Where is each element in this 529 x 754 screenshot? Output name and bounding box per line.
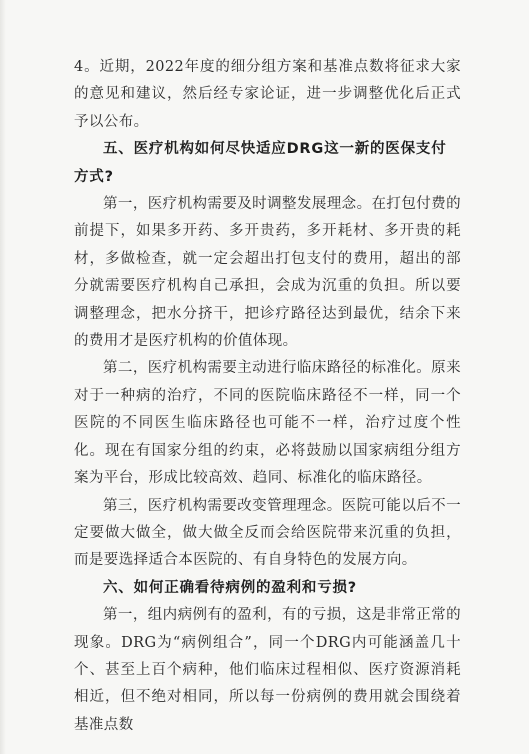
scan-edge-shadow [0,0,6,754]
paragraph-first-point: 第一，医疗机构需要及时调整发展理念。在打包付费的前提下，如果多开药、多开贵药，多开耗材、多开贵的耗材，多做检查，就一定会超出打包支付的费用，超出的部分就需要医疗机构自己承担，会成为沉重的负担。所以要调整理念，把水分挤干，把诊疗路径达到最优，结余下来的费用才是医疗机构的价值体现。 [74,196,461,350]
paragraph-second-point: 第二，医疗机构需要主动进行临床路径的标准化。原来对于一种病的治疗，不同的医院临床路径不一样，同一个医院的不同医生临床路径也可能不一样，治疗过度个性化。现在有国家分组的约束，必将鼓励以国家病组分组方案为平台，形成比较高效、趋同、标准化的临床路径。 [74,360,461,487]
paragraph-case-profit-loss: 第一，组内病例有的盈利，有的亏损，这是非常正常的现象。DRG为“病例组合”，同一个DRG内可能涵盖几十个、甚至上百个病种，他们临床过程相似、医疗资源消耗相近，但不绝对相同，所以每一份病例的费用就会围绕着基准点数 [74,607,461,733]
paragraph-item-4: 4。近期，2022年度的细分组方案和基准点数将征求大家的意见和建议，然后经专家论证，进一步调整优化后正式予以公布。 [74,59,461,130]
section-heading-6: 六、如何正确看待病例的盈利和亏损? [103,579,358,596]
paragraph-third-point: 第三，医疗机构需要改变管理理念。医院可能以后不一定要做大做全，做大做全反而会给医院带来沉重的负担，而是要选择适合本医院的、有自身特色的发展方向。 [74,497,461,569]
section-heading-5: 五、医疗机构如何尽快适应DRG这一新的医保支付方式? [74,141,447,185]
